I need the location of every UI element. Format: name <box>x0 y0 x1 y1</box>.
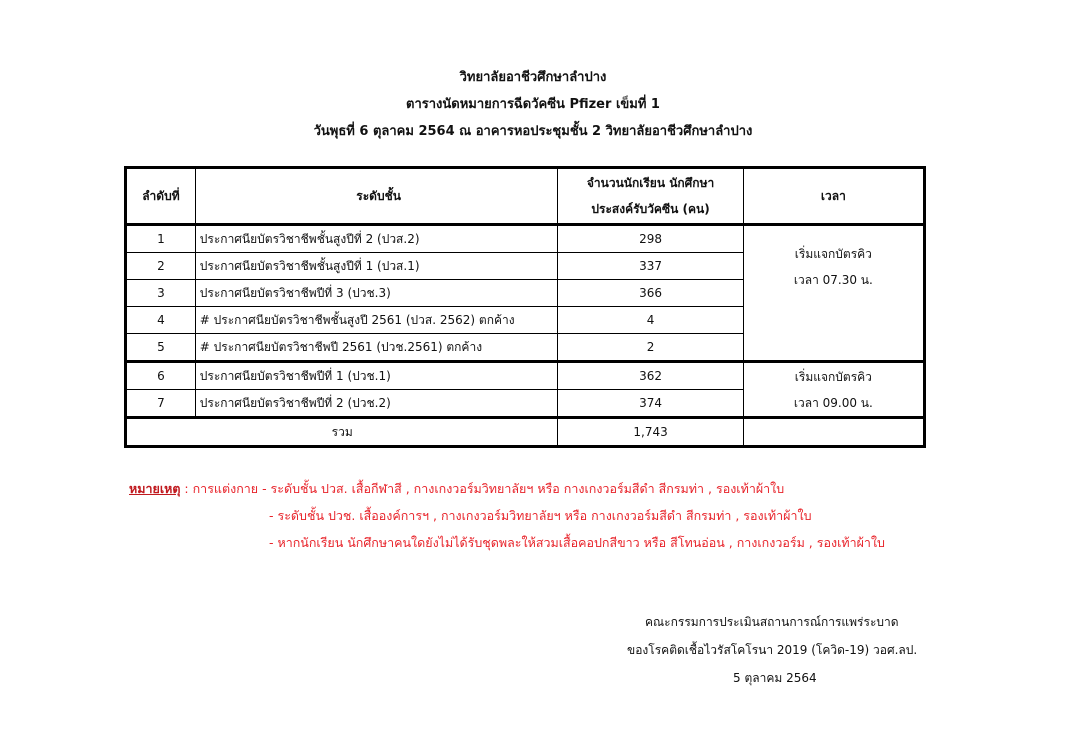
row-level: # ประกาศนียบัตรวิชาชีพปี 2561 (ปวช.2561) ตกค้าง <box>195 334 558 362</box>
row-level: ประกาศนียบัตรวิชาชีพปีที่ 1 (ปวช.1) <box>195 362 558 390</box>
row-count: 2 <box>558 334 743 362</box>
total-value: 1,743 <box>558 418 743 447</box>
time-group-1-line1: เริ่มแจกบัตรคิว <box>794 247 872 261</box>
row-level: ประกาศนียบัตรวิชาชีพปีที่ 3 (ปวช.3) <box>195 280 558 307</box>
col-header-count-line1: จำนวนนักเรียน นักศึกษา <box>586 176 715 190</box>
document-title: วิทยาลัยอาชีวศึกษาลำปาง <box>459 70 607 85</box>
row-no: 6 <box>126 362 196 390</box>
note-line-3: - หากนักเรียน นักศึกษาคนใดยังไม่ได้รับชุดพละให้สวมเสื้อคอปกสีขาว หรือ สีโทนอ่อน , กางเกงวอร์ม , รองเท้าผ้าใบ <box>269 535 885 550</box>
row-count: 374 <box>558 390 743 418</box>
signature-line-1: คณะกรรมการประเมินสถานการณ์การแพร่ระบาด <box>645 615 899 629</box>
signature-line-2: ของโรคติดเชื้อไวรัสโคโรนา 2019 (โควิด-19) วอศ.ลป. <box>627 643 918 657</box>
note-line-2: - ระดับชั้น ปวช. เสื้อองค์การฯ , กางเกงวอร์มวิทยาลัยฯ หรือ กางเกงวอร์มสีดำ สีกรมท่า , รองเท้าผ้าใบ <box>269 508 812 523</box>
document-subtitle: ตารางนัดหมายการฉีดวัคซีน Pfizer เข็มที่ 1 <box>406 97 660 112</box>
row-count: 4 <box>558 307 743 334</box>
row-level: # ประกาศนียบัตรวิชาชีพชั้นสูงปี 2561 (ปวส. 2562) ตกค้าง <box>195 307 558 334</box>
signature-date: 5 ตุลาคม 2564 <box>733 671 817 685</box>
row-no: 5 <box>126 334 196 362</box>
time-group-2-line2: เวลา 09.00 น. <box>793 395 873 410</box>
total-label: รวม <box>126 418 558 447</box>
table-header-row <box>126 168 925 225</box>
row-level: ประกาศนียบัตรวิชาชีพชั้นสูงปีที่ 2 (ปวส.2) <box>195 225 558 253</box>
time-group-1 <box>743 225 924 362</box>
row-count: 298 <box>558 225 743 253</box>
note-line-1-text: : การแต่งกาย - ระดับชั้น ปวส. เสื้อกีฬาสี , กางเกงวอร์มวิทยาลัยฯ หรือ กางเกงวอร์มสีดำ สีกรมท่า , รองเท้าผ้าใบ <box>180 481 785 496</box>
row-level: ประกาศนียบัตรวิชาชีพชั้นสูงปีที่ 1 (ปวส.1) <box>195 253 558 280</box>
row-count: 362 <box>558 362 743 390</box>
document-date-location: วันพุธที่ 6 ตุลาคม 2564 ณ อาคารหอประชุมชั้น 2 วิทยาลัยอาชีวศึกษาลำปาง <box>313 124 753 139</box>
col-header-level: ระดับชั้น <box>195 168 558 225</box>
col-header-time: เวลา <box>743 168 924 225</box>
row-no: 1 <box>126 225 196 253</box>
row-no: 4 <box>126 307 196 334</box>
note-line-1 <box>129 479 784 499</box>
row-no: 2 <box>126 253 196 280</box>
row-count: 366 <box>558 280 743 307</box>
col-header-count-line2: ประสงค์รับวัคซีน (คน) <box>591 202 710 216</box>
note-label: หมายเหตุ <box>129 481 181 496</box>
time-group-2 <box>743 362 924 418</box>
row-no: 7 <box>126 390 196 418</box>
table-row <box>126 362 925 390</box>
time-group-1-line2: เวลา 07.30 น. <box>793 273 873 287</box>
row-no: 3 <box>126 280 196 307</box>
total-row <box>126 418 925 447</box>
time-group-2-line1: เริ่มแจกบัตรคิว <box>794 369 872 384</box>
schedule-table <box>124 166 926 448</box>
row-count: 337 <box>558 253 743 280</box>
col-header-count <box>558 168 743 225</box>
col-header-no: ลำดับที่ <box>126 168 196 225</box>
row-level: ประกาศนียบัตรวิชาชีพปีที่ 2 (ปวช.2) <box>195 390 558 418</box>
total-empty-cell <box>743 418 924 447</box>
table-row <box>126 225 925 253</box>
